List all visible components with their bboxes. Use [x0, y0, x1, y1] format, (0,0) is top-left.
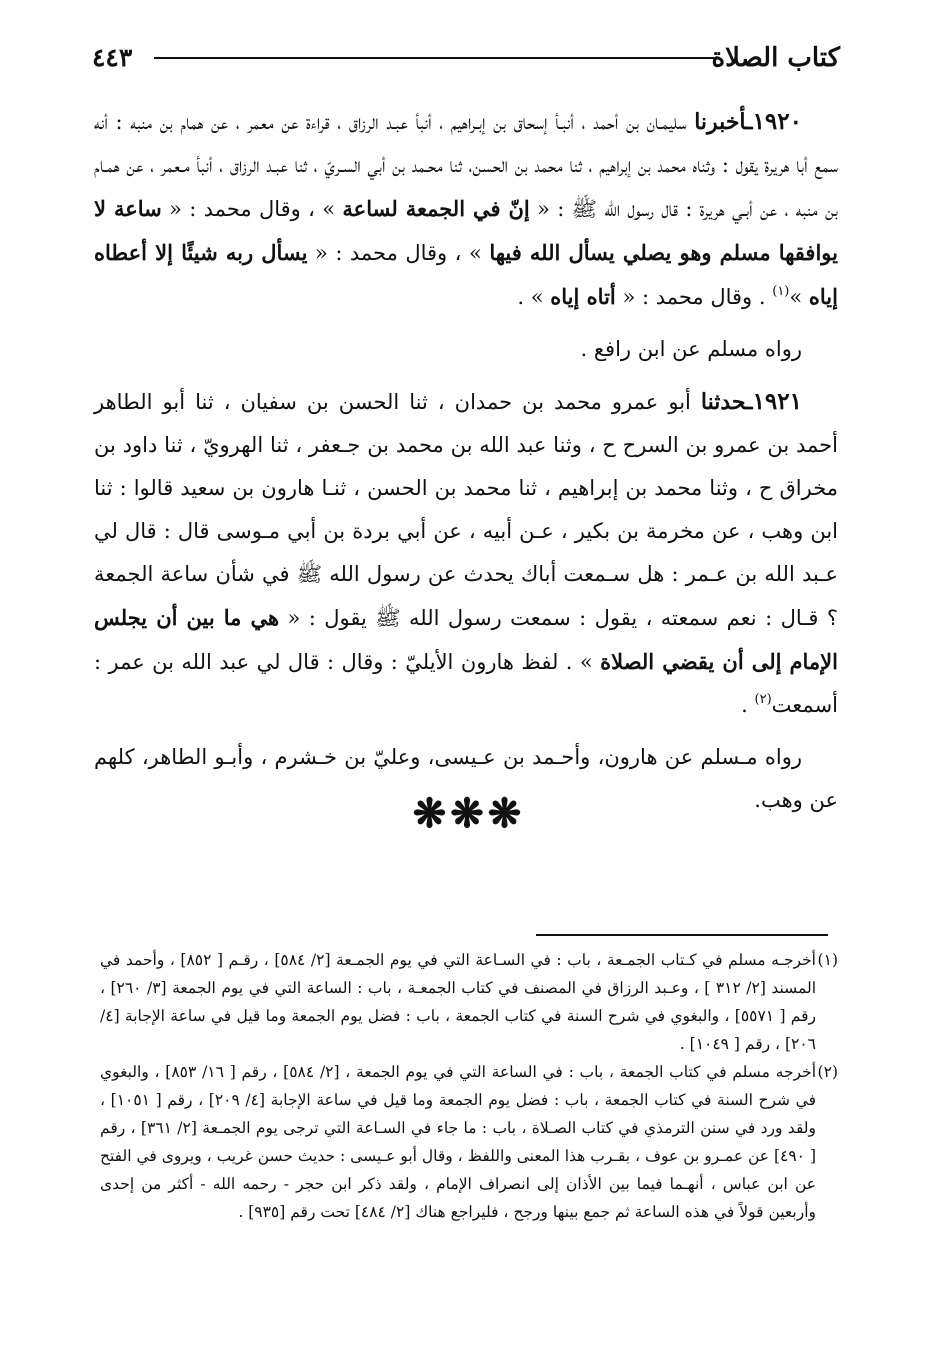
hadith-text: » — [789, 285, 809, 309]
footnote-2 — [100, 1058, 838, 1226]
narration-note: رواه مـسلم عن هارون، وأحـمد بن عـيسى، وعليّ بن خـشرم ، وأبـو الطاهر، كلهم عن وهب. — [94, 745, 838, 812]
footnote-1 — [100, 946, 838, 1058]
hadith-quote: هي ما بين أن يجلس الإمام إلى أن يقضي الصلاة — [94, 605, 838, 674]
hadith-number: ١٩٢١ — [752, 388, 802, 415]
hadith-text: » ، وقال محمد : « — [161, 197, 343, 221]
page-header — [92, 38, 840, 78]
hadith-text: » . لفظ هارون الأيليّ : وقال : قال لي عبد الله بن عمر : أسمعت — [94, 650, 838, 717]
footnote-text: أخرجه مسلم في كتاب الجمعة ، باب : في الساعة التي في يوم الجمعة ، [٢/ ٥٨٤] ، رقم [ ١٦/ ٨٥٣] ، والبغوي في شرح السنة في كتاب الجمعة ، باب : فضل يوم الجمعة وما قيل في ساعة الإجابة [٤/ ٢٠٩] ، رقم [ ١٠٥١] ، ولقد ورد في سنن الترمذي في كتاب الصـلاة ، باب : ما جاء في السـاعة التي ترجى يوم الجمـعة [٢/ ٣٦١] ، رقم [ ٤٩٠] عن عمـرو بن عوف ، بقـرب هذا المعنى واللفظ ، وقال أبو عـيسى : حديث حسن غريب ، ويروى في الفتح عن ابن عباس ، أنهـما فيما بين الأذان إلى انصراف الإمام ، ولقد ذكر ابن حجر - رحمه الله - أكثر من إحدى وأربعين قولاً في هذه الساعة ثم جمع بينها ورجح ، فليراجع هناك [٢/ ٤٨٤] تحت رقم [٩٣٥] . — [100, 1063, 817, 1221]
footnote-reference[interactable]: (٢) — [754, 692, 772, 707]
hadith-text: » ، وقال محمد : « — [307, 241, 490, 265]
footnote-text: أخرجـه مسلم في كـتاب الجمـعة ، باب : في السـاعة التي في يوم الجمـعة [٢/ ٥٨٤] ، رقـم [ ٨٥٢] ، وأحمد في المسند [٢/ ٣١٢ ] ، وعـبد الرزاق في المصنف في كتاب الجمعـة ، باب : الساعة التي في يوم الجمعة [٣/ ٢٦٠] ، رقم [ ٥٥٧١] ، والبغوي في شرح السنة في كتاب الجمعة ، باب : فضل يوم الجمعة وما قيل في ساعة الإجابة [٤/ ٢٠٦] ، رقم [ ١٠٤٩] . — [100, 951, 816, 1053]
footnote-rule — [536, 934, 828, 936]
hadith-text: . وقال محمد : « — [615, 285, 773, 309]
hadith-quote: إنّ في الجمعة لساعة — [342, 196, 530, 221]
hadith-text: . — [741, 693, 755, 717]
chapter-title: كتاب الصلاة — [711, 43, 840, 73]
hadith-quote: ساعة لا يوافقها مسلم وهو يصلي يسأل الله فيها — [94, 196, 838, 265]
section-separator: ❋❋❋ — [412, 790, 526, 837]
page-body — [94, 100, 838, 822]
hadith-text: سليمـان بن أحمد ، أنبـأ إسحاق بن إبـراهيم ، أنبأ عبـد الرزاق ، قراءة عن معمر ، عن همام بن منبه : أنه سمع أبا هريرة يقول : وثناه محمد بن إبراهيم ، ثنا محمد بن الحسن، ثنا محـمد بن أبي السـريّ ، ثنا عبـد الرزاق ، أنبأ مـعمر ، عن همـام بن منبه ، عن أبـي هريرة : قال رسول الله ﷺ : « — [94, 110, 838, 221]
footnote-mark: (٢) — [817, 1063, 838, 1081]
hadith-1920 — [94, 100, 838, 319]
page-number: ٤٤٣ — [92, 43, 133, 72]
hadith-quote: أتاه إياه — [550, 284, 616, 309]
header-rule — [154, 57, 714, 59]
narration-note: رواه مسلم عن ابن رافع . — [580, 337, 802, 361]
hadith-verb: ـحدثنا — [700, 389, 753, 415]
hadith-verb: ـأخبرنا — [694, 109, 753, 135]
hadith-number: ١٩٢٠ — [752, 108, 802, 135]
hadith-1921 — [94, 380, 838, 727]
footnote-mark: (١) — [817, 951, 838, 969]
hadith-quote: يسأل ربه شيئًا إلا أعطاه إياه — [94, 240, 838, 309]
footnote-reference[interactable]: (١) — [772, 284, 790, 299]
footnotes — [100, 946, 838, 1226]
hadith-text: أبو عمرو محمد بن حمدان ، ثنا الحسن بن سفيان ، ثنا أبو الطاهر أحمد بن عمرو بن السرح ح ، وثنا عبد الله بن محمد بن جـعفر ، ثنا الهرويّ ، ثنا داود بن مخراق ح ، وثنا محمد بن إبراهيم ، ثنا محمد بن الحسن ، ثنـا هارون بن سعيد قالوا : ثنا ابن وهب ، عن مخرمة بن بكير ، عـن أبيه ، عن أبي بردة بن أبي مـوسى قال : قال لي عـبد الله بن عـمر : هل سـمعت أباك يحدث عن رسول الله ﷺ في شأن ساعة الجمعة ؟ قـال : نعم سمعته ، يقول : سمعت رسول الله ﷺ يقول : « — [94, 390, 838, 630]
hadith-text: » . — [517, 285, 551, 309]
